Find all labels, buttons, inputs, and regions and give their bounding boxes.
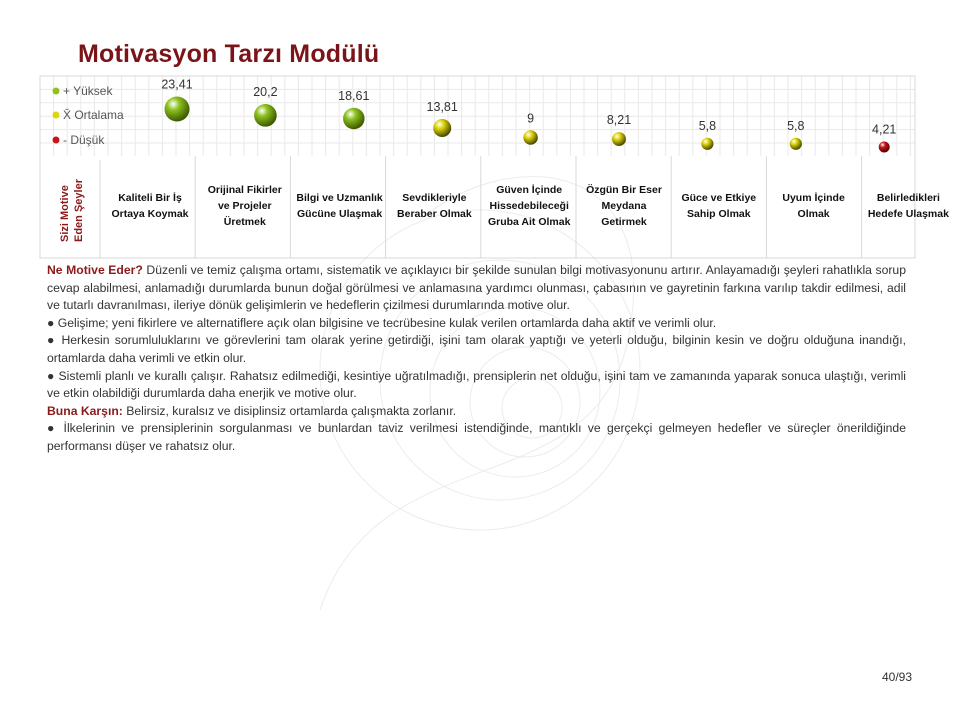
category-label-line: Orijinal Fikirler — [207, 184, 282, 196]
bubble-6 — [612, 132, 626, 146]
bubble-4 — [433, 119, 451, 137]
bubble-9 — [879, 142, 890, 153]
bubble-value-label: 5,8 — [787, 118, 805, 133]
motivation-chart — [0, 0, 960, 265]
category-label-line: Gruba Ait Olmak — [487, 216, 571, 228]
bubble-value-label: 8,21 — [606, 113, 632, 128]
what-motivates-heading: Ne Motive Eder? — [47, 263, 143, 277]
category-label-line: Bilgi ve Uzmanlık — [296, 192, 383, 204]
category-label-line: Üretmek — [223, 216, 266, 228]
legend-low-dot — [53, 137, 60, 144]
category-label — [861, 190, 955, 222]
bubble-8 — [790, 138, 802, 150]
what-motivates-text: Düzenli ve temiz çalışma ortamı, sistematik ve açıklayıcı bir şekilde sunulan bilgi motivasyonunu artırır. Anlayamadığı şeyleri rahatlıkla sorup cevap alabilmesi, anlamadığı durumlarda bunun doğal görülmesi ve anlamasına yardımcı olunması, çabasının ve gayretinin farkına varılıp takdir edilmesi, adil ve tutarlı davranılması, ileriye dönük gelişimlerin ve hedeflerin çizilmesi durumlarında motive olur. — [47, 263, 906, 313]
category-label — [482, 182, 576, 230]
category-label-line: Güce ve Etkiye — [681, 192, 757, 204]
bullet-4: ● İlkelerinin ve prensiplerinin sorgulanması ve bunlardan taviz verilmesi istendiğinde, mantıklı ve gerçekçi gelmeyen hedefler ve süreçler önerildiğinde performansı düşer ve rahatsız olur. — [47, 421, 906, 453]
bubble-3 — [343, 108, 365, 130]
bubble-value-label: 18,61 — [338, 88, 370, 103]
category-label-line: Güven İçinde — [496, 184, 563, 196]
category-label-line: Olmak — [797, 208, 830, 220]
category-label-line: Uyum İçinde — [782, 192, 845, 204]
legend-high-dot — [53, 88, 60, 95]
category-label — [387, 190, 481, 222]
category-label — [293, 190, 387, 222]
legend-low-label: - Düşük — [63, 133, 105, 147]
chart-legend — [53, 84, 125, 147]
description-text — [47, 262, 906, 456]
category-label — [767, 190, 861, 222]
category-label-line: Ortaya Koymak — [111, 208, 189, 220]
bullet-1: ● Gelişime; yeni fikirlere ve alternatiflere açık olan bilgisine ve tecrübesine kulak verilen ortamlarda daha aktif ve verimli olur. — [47, 315, 717, 330]
bubble-value-label: 13,81 — [426, 100, 458, 114]
category-label-line: Belirledikleri — [876, 192, 940, 204]
bubble-value-label: 23,41 — [161, 77, 193, 92]
bubble-value-label: 9 — [527, 111, 535, 126]
category-label — [103, 190, 197, 222]
bubble-5 — [523, 130, 537, 144]
bullet-2: ● Herkesin sorumluluklarını ve görevlerini tam olarak yerine getirdiği, işini tam olarak yaptığı ve yeterli olduğu, bilginin kesin ve doğru olduğuna inandığı, ortamlarda daha verimli ve etkin olur. — [47, 333, 906, 365]
legend-high-label: + Yüksek — [63, 84, 113, 98]
side-label-line1: Sizi Motive — [59, 185, 71, 242]
category-label-line: Gücüne Ulaşmak — [296, 208, 383, 220]
category-label-line: Sahip Olmak — [686, 208, 751, 220]
page-number: 40/93 — [881, 670, 912, 684]
category-label-line: Hedefe Ulaşmak — [867, 208, 949, 220]
category-label-line: Kaliteli Bir İş — [118, 192, 182, 204]
page-title: Motivasyon Tarzı Modülü — [78, 40, 380, 68]
category-label — [672, 190, 766, 222]
bubble-value-label: 20,2 — [253, 85, 278, 100]
category-label-line: Hissedebileceği — [489, 200, 569, 212]
category-label-line: Getirmek — [601, 216, 647, 228]
bubble-value-label: 4,21 — [872, 122, 897, 137]
category-label — [198, 182, 292, 230]
bubble-7 — [701, 138, 713, 150]
bubble-2 — [254, 104, 277, 127]
bullet-3: ● Sistemli planlı ve kurallı çalışır. Rahatsız edilmediği, kesintiye uğratılmadığı, prensiplerin net olduğu, işini tam ve zamanında yaparak sonuca ulaştığı, verimli ve etkin olabildiği durumlarda daha enerjik ve motive olur. — [47, 368, 906, 401]
bubble-1 — [165, 97, 190, 122]
category-label-line: Sevdikleriyle — [402, 192, 467, 204]
category-label-line: Beraber Olmak — [397, 208, 472, 220]
side-label — [59, 178, 85, 242]
category-label-line: ve Projeler — [217, 200, 272, 212]
legend-avg-dot — [53, 112, 60, 119]
however-heading: Buna Karşın: — [47, 403, 123, 418]
however-text: Belirsiz, kuralsız ve disiplinsiz ortamlarda çalışmakta zorlanır. — [122, 403, 457, 418]
side-label-line2: Eden Şeyler — [73, 179, 85, 242]
bubble-value-label: 5,8 — [698, 118, 717, 133]
category-label-line: Özgün Bir Eser — [586, 184, 662, 196]
category-label-line: Meydana — [601, 200, 647, 212]
legend-avg-label: X̄ Ortalama — [63, 108, 124, 122]
category-label — [577, 182, 671, 230]
